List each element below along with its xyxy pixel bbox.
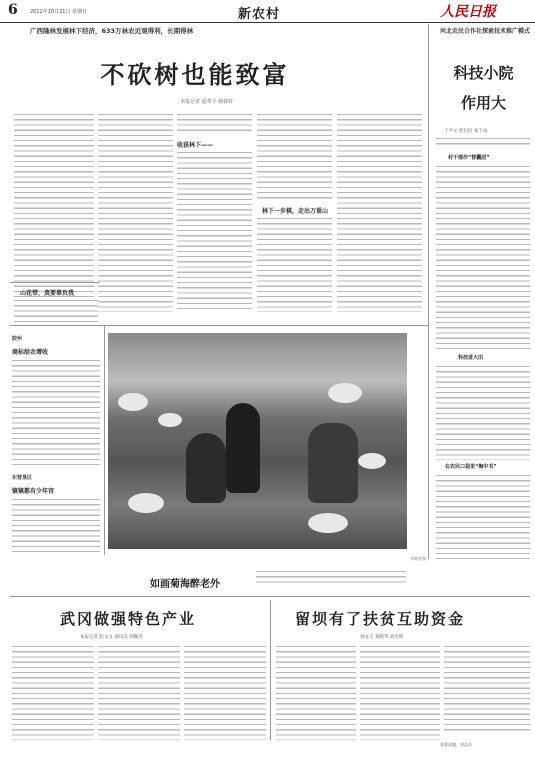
bottom-col bbox=[360, 644, 440, 740]
left-box-text bbox=[14, 298, 98, 322]
section-divider bbox=[10, 596, 530, 597]
right-intro bbox=[436, 136, 530, 146]
bottom-col bbox=[444, 644, 530, 734]
inner-head-2: 林下一步棋，走出万重山 bbox=[262, 208, 329, 215]
bottom-right-title: 留坝有了扶贫互助资金 bbox=[295, 610, 466, 628]
bottom-col bbox=[276, 644, 356, 740]
page-number: 6 bbox=[8, 2, 18, 18]
section-divider bbox=[10, 325, 428, 326]
lead-col-4 bbox=[257, 112, 332, 202]
photo-caption-text bbox=[256, 569, 406, 585]
right-title-line1: 科技小院 bbox=[453, 64, 514, 82]
right-col-c bbox=[436, 473, 530, 559]
bottom-right-byline: 刘文义 刘晓华 刘光辉 bbox=[360, 635, 404, 640]
brief-place: 胶州 bbox=[12, 336, 23, 342]
bottom-col bbox=[12, 644, 94, 740]
page-editor: 本版责编：刘志庆 bbox=[440, 742, 472, 747]
right-title-line2: 作用大 bbox=[460, 94, 506, 112]
column-divider bbox=[270, 600, 271, 740]
right-col-a bbox=[436, 164, 530, 350]
section-title: 新农村 bbox=[238, 7, 281, 22]
inner-head-1: 收获林下—— bbox=[177, 142, 214, 149]
lead-col-3 bbox=[177, 112, 252, 134]
news-photo bbox=[108, 333, 407, 549]
right-subhead-2: 科技进大田 bbox=[458, 355, 484, 361]
lead-col-2 bbox=[98, 112, 173, 312]
column-divider bbox=[428, 24, 429, 559]
right-subhead-1: 村干部作“智囊团” bbox=[448, 155, 490, 161]
brief-text bbox=[12, 358, 100, 468]
right-article-title bbox=[436, 58, 531, 118]
side-note: 河北农民合作社探索技术推广模式 bbox=[439, 28, 530, 35]
lead-title: 不砍树也能致富 bbox=[100, 60, 290, 89]
right-subhead-3: 在农民口袋里“掏中书” bbox=[445, 464, 497, 470]
lead-col-4b bbox=[257, 216, 332, 312]
masthead-logo: 人民日报 bbox=[440, 4, 496, 20]
brief-text bbox=[12, 497, 100, 555]
right-col-b bbox=[436, 364, 530, 460]
brief-place: 东营垦区 bbox=[12, 475, 33, 481]
brief-headline: 商标给农增收 bbox=[12, 349, 49, 356]
bottom-col bbox=[98, 644, 180, 740]
bottom-left-byline: 本报记者 赵文文 通讯员 刘顺杰 bbox=[80, 635, 143, 640]
bottom-left-title: 武冈做强特色产业 bbox=[60, 610, 197, 628]
lead-byline: 本报记者 庞革平 杨睿轩 bbox=[180, 99, 234, 105]
brief-headline: 镇镇都有少年宫 bbox=[12, 488, 55, 495]
right-byline: 丁尹文 赵启民 张于成 bbox=[444, 129, 488, 134]
bottom-col bbox=[184, 644, 266, 740]
photo-caption-title: 如画菊海醉老外 bbox=[150, 579, 220, 590]
divider bbox=[10, 282, 100, 283]
lead-col-5 bbox=[337, 112, 422, 312]
lead-col-3b bbox=[177, 150, 252, 312]
column-divider bbox=[104, 325, 105, 555]
issue-date: 2012年10月21日 星期日 bbox=[30, 9, 88, 15]
photo-credit: 李颜欣摄 bbox=[410, 556, 426, 561]
left-box-head: 山花带，莫要辜负我 bbox=[20, 290, 75, 297]
lead-subheadline: 广西隆林发展林下经济，633万林农近观得利，长期得林 bbox=[30, 27, 194, 35]
